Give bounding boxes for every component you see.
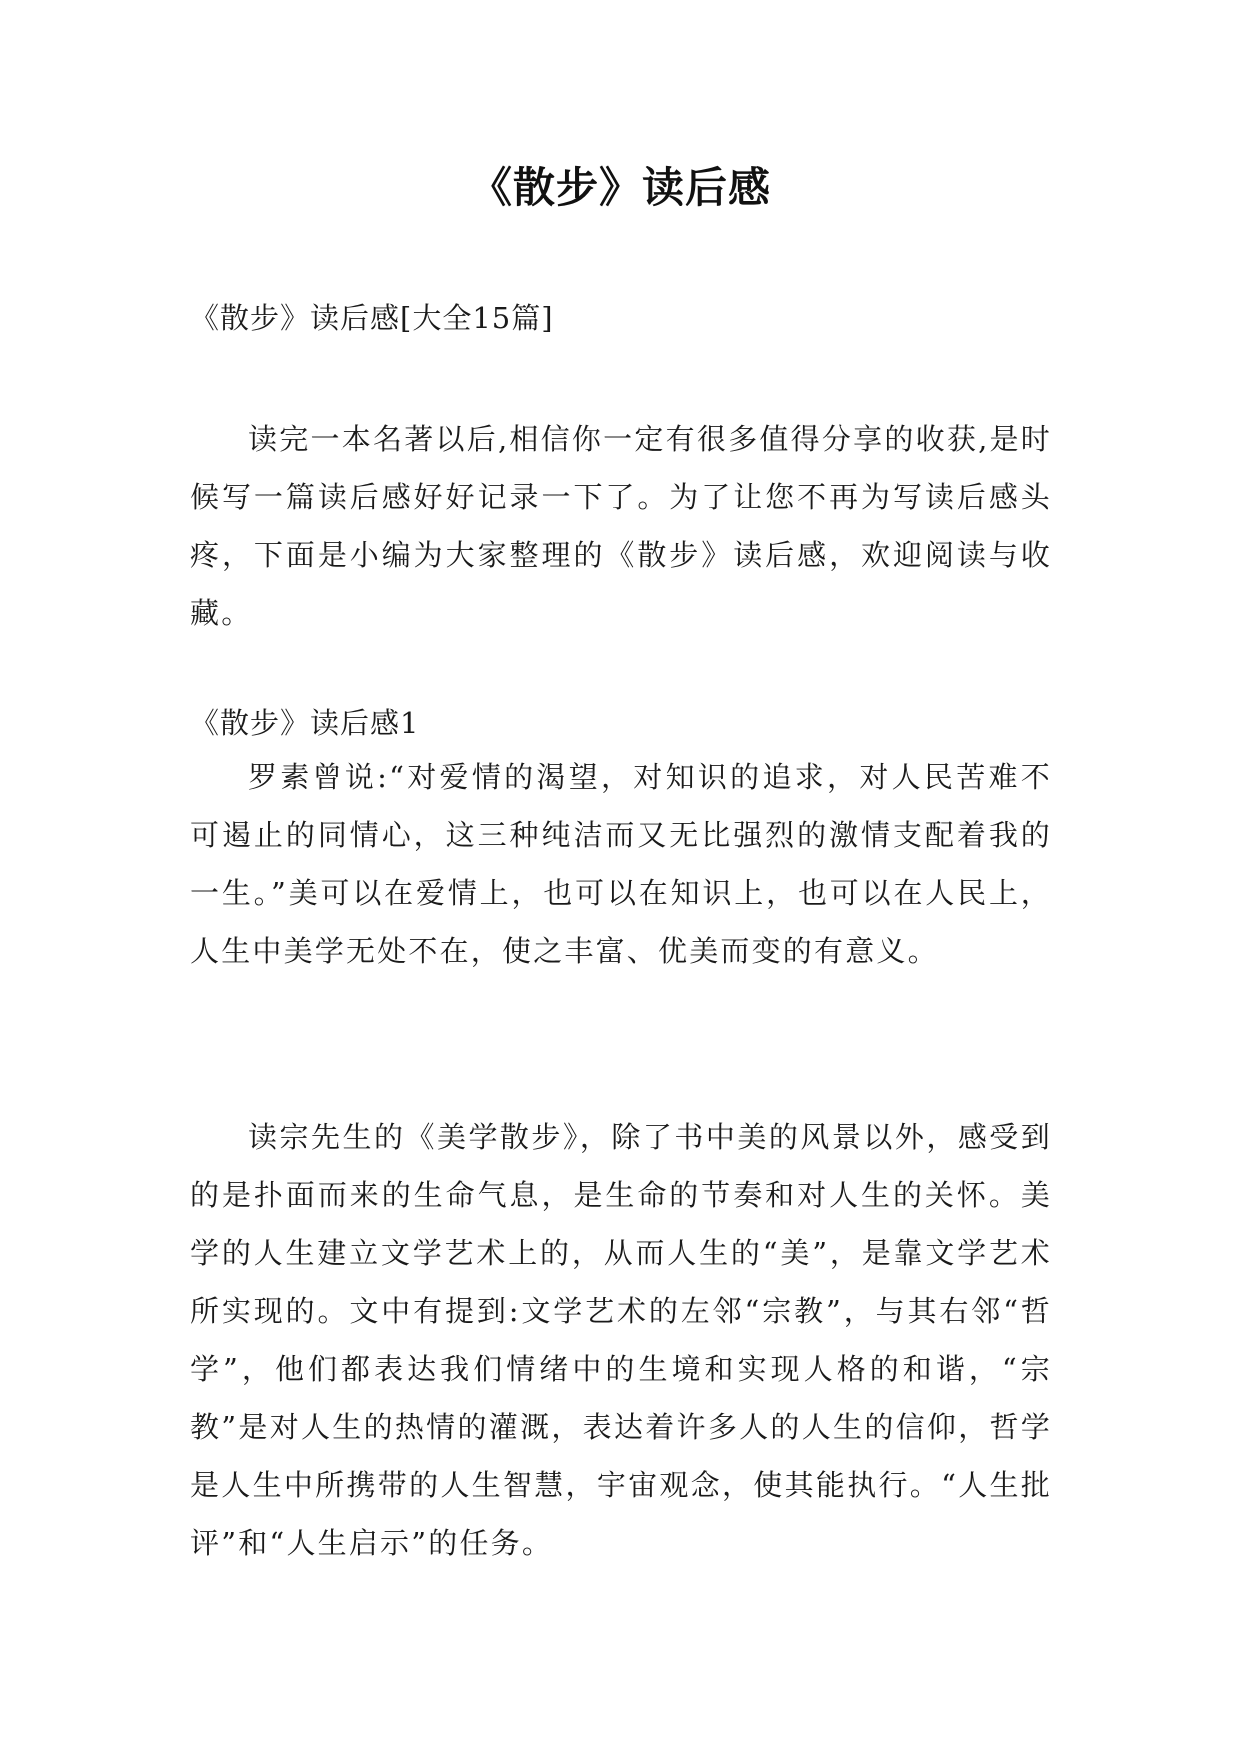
intro-block bbox=[190, 410, 1052, 642]
document-title: 《散步》读后感 bbox=[469, 163, 771, 212]
body-paragraph-block-2 bbox=[190, 1108, 1052, 1572]
section-heading: 《散步》读后感1 bbox=[190, 706, 420, 740]
body-paragraph: 罗素曾说:“对爱情的渴望，对知识的追求，对人民苦难不可遏止的同情心，这三种纯洁而又无比强烈的激情支配着我的一生。”美可以在爱情上，也可以在知识上，也可以在人民上，人生中美学无处不在，使之丰富、优美而变的有意义。 bbox=[190, 760, 1052, 968]
intro-paragraph: 读完一本名著以后,相信你一定有很多值得分享的收获,是时候写一篇读后感好好记录一下了。为了让您不再为写读后感头疼，下面是小编为大家整理的《散步》读后感，欢迎阅读与收藏。 bbox=[190, 422, 1052, 630]
body-paragraph: 读宗先生的《美学散步》，除了书中美的风景以外，感受到的是扑面而来的生命气息，是生命的节奏和对人生的关怀。美学的人生建立文学艺术上的，从而人生的“美”，是靠文学艺术所实现的。文中有提到:文学艺术的左邻“宗教”，与其右邻“哲学”，他们都表达我们情绪中的生境和实现人格的和谐，“宗教”是对人生的热情的灌溉，表达着许多人的人生的信仰，哲学是人生中所携带的人生智慧，宇宙观念，使其能执行。“人生批评”和“人生启示”的任务。 bbox=[190, 1120, 1052, 1560]
document-subtitle: 《散步》读后感[大全15篇] bbox=[190, 301, 554, 335]
body-paragraph-block-1 bbox=[190, 748, 1052, 980]
